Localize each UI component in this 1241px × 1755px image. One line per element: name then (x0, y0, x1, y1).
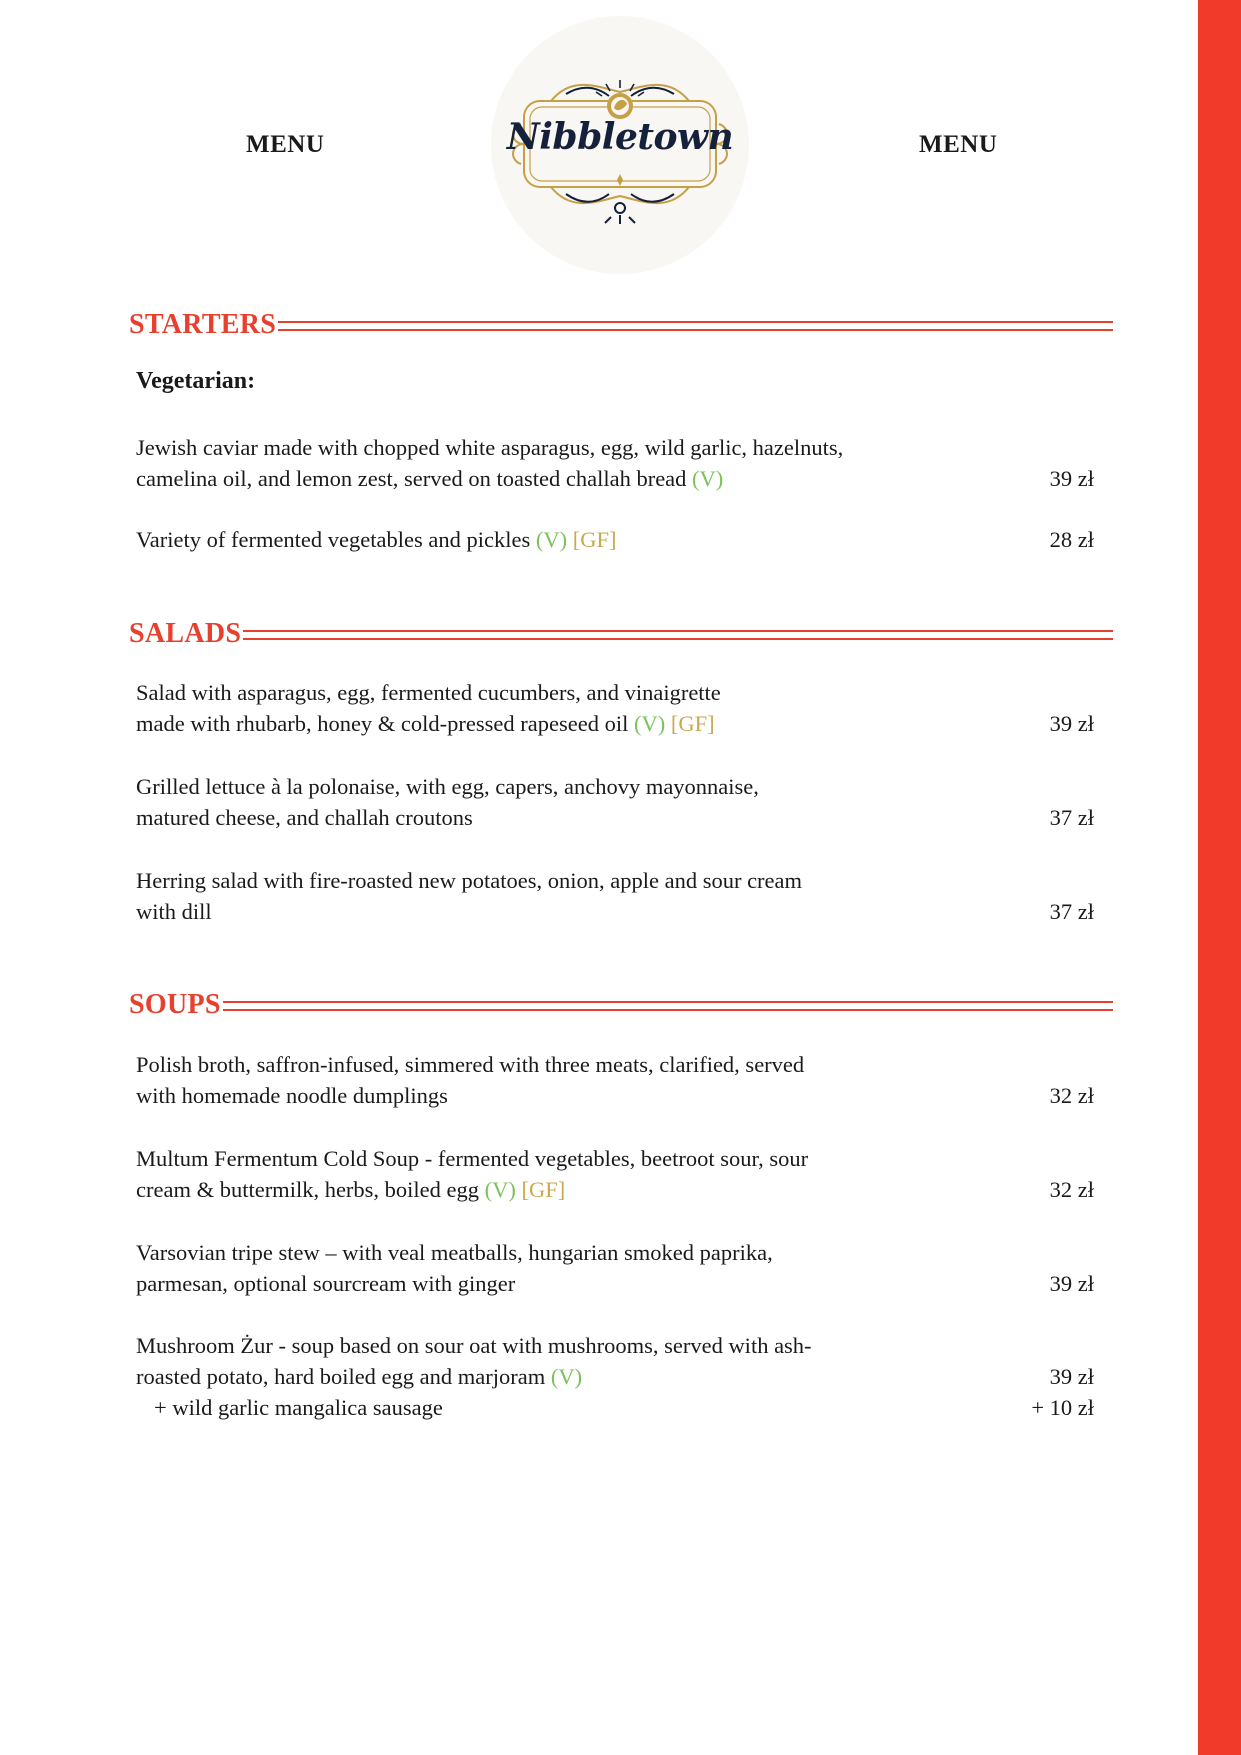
item-description: Variety of fermented vegetables and pickles (136, 527, 536, 552)
item-description: roasted potato, hard boiled egg and marjoram (136, 1364, 551, 1389)
section-header-starters (129, 305, 1113, 345)
item-price: 39 zł (1049, 466, 1094, 491)
item-description: Herring salad with fire-roasted new potatoes, onion, apple and sour cream (136, 868, 803, 893)
item-price: 39 zł (1049, 1271, 1094, 1296)
subheading-vegetarian: Vegetarian: (136, 368, 256, 394)
section-title: STARTERS (129, 309, 277, 340)
section-title: SALADS (129, 618, 242, 649)
item-price: 37 zł (1049, 805, 1094, 830)
section-divider (223, 1001, 1113, 1011)
gluten-free-tag: [GF] (521, 1177, 566, 1202)
item-description: camelina oil, and lemon zest, served on toasted challah bread (136, 466, 693, 491)
vegetarian-tag: (V) (633, 711, 666, 736)
gluten-free-tag: [GF] (572, 527, 617, 552)
menu-label-left: MENU (246, 131, 325, 158)
item-description: made with rhubarb, honey & cold-pressed rapeseed oil (136, 711, 634, 736)
item-description: parmesan, optional sourcream with ginger (136, 1271, 516, 1296)
section-title: SOUPS (129, 989, 221, 1020)
vegetarian-tag: (V) (484, 1177, 516, 1202)
item-description: Multum Fermentum Cold Soup - fermented vegetables, beetroot sour, sour (136, 1146, 809, 1171)
item-price: 39 zł (1049, 711, 1094, 736)
vegetarian-tag: (V) (535, 527, 568, 552)
item-description: with homemade noodle dumplings (136, 1083, 448, 1108)
item-addon-price: + 10 zł (1031, 1395, 1094, 1420)
menu-item (136, 1237, 1094, 1299)
item-price: 39 zł (1049, 1364, 1094, 1389)
menu-item (136, 677, 1094, 739)
section-divider (243, 630, 1113, 640)
item-description: Polish broth, saffron-infused, simmered with three meats, clarified, served (136, 1052, 805, 1077)
section-header-salads (129, 614, 1113, 654)
menu-item (136, 432, 1094, 494)
menu-item (136, 1143, 1094, 1205)
item-description: matured cheese, and challah croutons (136, 805, 473, 830)
menu-item (136, 771, 1094, 833)
menu-item (136, 865, 1094, 927)
menu-item (136, 1330, 1094, 1423)
gluten-free-tag: [GF] (670, 711, 715, 736)
item-price: 37 zł (1049, 899, 1094, 924)
logo-wordmark: Nibbletown (506, 116, 734, 158)
menu-item (136, 524, 1094, 555)
logo (491, 16, 749, 274)
item-price: 32 zł (1049, 1083, 1094, 1108)
vegetarian-tag: (V) (550, 1364, 583, 1389)
item-description: Salad with asparagus, egg, fermented cucumbers, and vinaigrette (136, 680, 721, 705)
section-header-soups (129, 985, 1113, 1025)
item-description: Varsovian tripe stew – with veal meatballs, hungarian smoked paprika, (136, 1240, 773, 1265)
item-description: with dill (136, 899, 212, 924)
item-addon: + wild garlic mangalica sausage (154, 1395, 443, 1420)
menu-label-right: MENU (919, 131, 998, 158)
item-price: 28 zł (1049, 527, 1094, 552)
item-description: Jewish caviar made with chopped white asparagus, egg, wild garlic, hazelnuts, (136, 435, 844, 460)
item-price: 32 zł (1049, 1177, 1094, 1202)
item-description: Grilled lettuce à la polonaise, with egg, capers, anchovy mayonnaise, (136, 774, 759, 799)
section-divider (278, 321, 1113, 331)
item-description: cream & buttermilk, herbs, boiled egg (136, 1177, 485, 1202)
item-description: Mushroom Żur - soup based on sour oat with mushrooms, served with ash- (136, 1333, 812, 1358)
right-accent-bar (1198, 0, 1241, 1755)
menu-item (136, 1049, 1094, 1111)
vegetarian-tag: (V) (692, 466, 724, 491)
